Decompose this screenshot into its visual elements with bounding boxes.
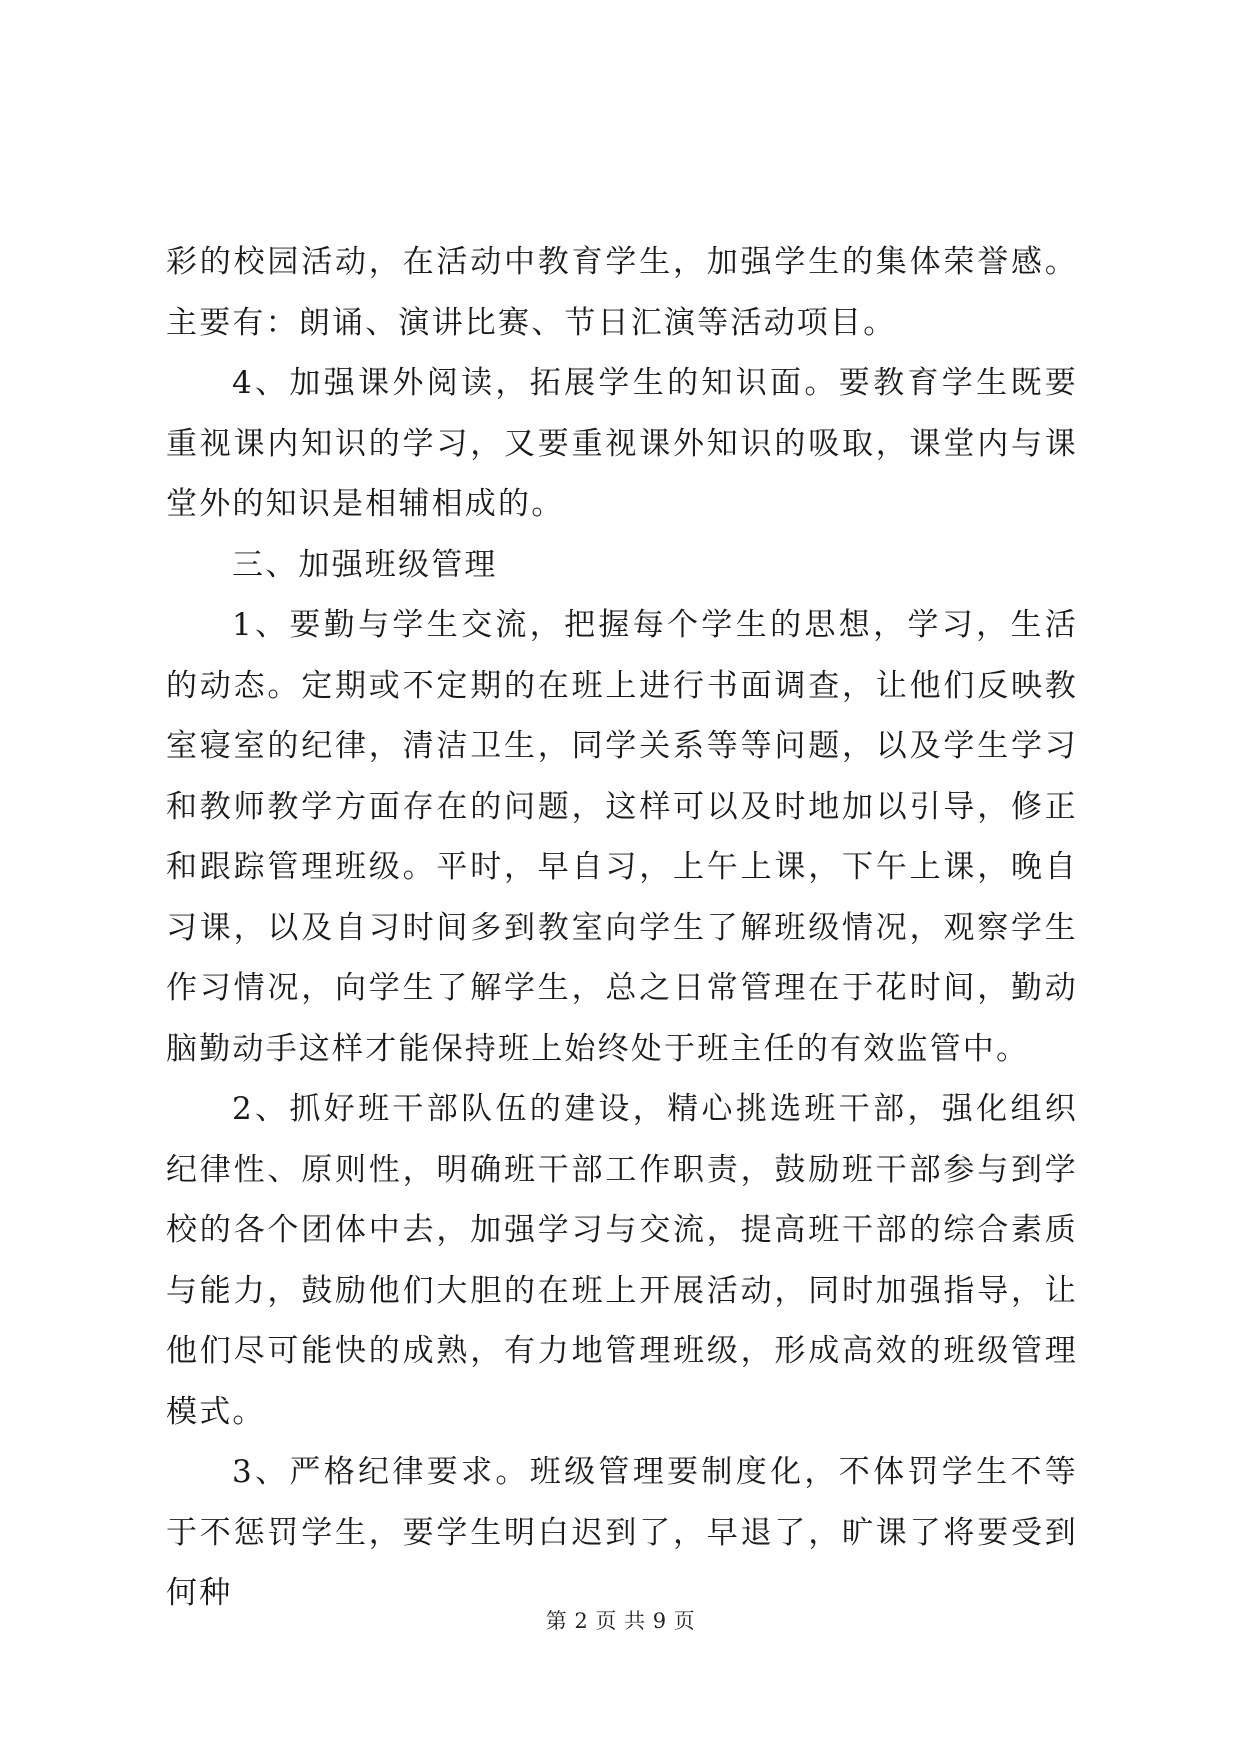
document-body [166, 232, 1078, 1624]
page-footer: 第 2 页 共 9 页 [545, 1609, 696, 1633]
paragraph-2: 4、加强课外阅读，拓展学生的知识面。要教育学生既要重视课内知识的学习，又要重视课外知识的吸取，课堂内与课堂外的知识是相辅相成的。 [166, 365, 1078, 522]
section-heading: 三、加强班级管理 [232, 546, 498, 583]
paragraph-4: 2、抓好班干部队伍的建设，精心挑选班干部，强化组织纪律性、原则性，明确班干部工作职责，鼓励班干部参与到学校的各个团体中去，加强学习与交流，提高班干部的综合素质与能力，鼓励他们大胆的在班上开展活动，同时加强指导，让他们尽可能快的成熟，有力地管理班级，形成高效的班级管理模式。 [166, 1091, 1078, 1430]
paragraph-3: 1、要勤与学生交流，把握每个学生的思想，学习，生活的动态。定期或不定期的在班上进行书面调查，让他们反映教室寝室的纪律，清洁卫生，同学关系等等问题，以及学生学习和教师教学方面存在的问题，这样可以及时地加以引导，修正和跟踪管理班级。平时，早自习，上午上课，下午上课，晚自习课，以及自习时间多到教室向学生了解班级情况，观察学生作习情况，向学生了解学生，总之日常管理在于花时间，勤动脑勤动手这样才能保持班上始终处于班主任的有效监管中。 [166, 607, 1078, 1067]
paragraph-5: 3、严格纪律要求。班级管理要制度化，不体罚学生不等于不惩罚学生，要学生明白迟到了，早退了，旷课了将要受到何种 [166, 1454, 1078, 1611]
paragraph-1: 彩的校园活动，在活动中教育学生，加强学生的集体荣誉感。主要有：朗诵、演讲比赛、节日汇演等活动项目。 [166, 244, 1078, 341]
